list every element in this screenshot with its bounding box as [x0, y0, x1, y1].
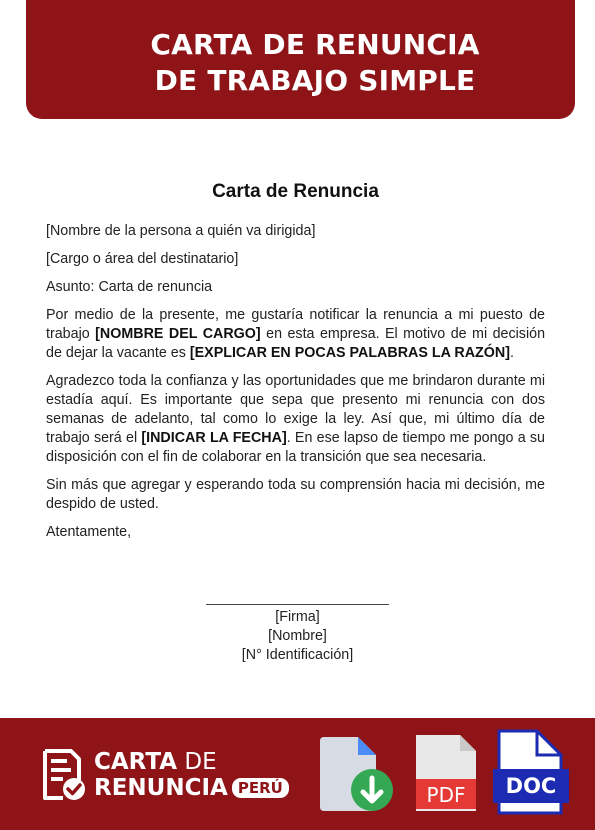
letter-title: Carta de Renuncia	[212, 181, 379, 202]
site-logo[interactable]	[41, 748, 291, 804]
logo-word-renuncia: RENUNCIA	[94, 775, 228, 801]
logo-wordmark	[94, 749, 289, 801]
recipient-name: [Nombre de la persona a quién va dirigida]	[46, 223, 316, 239]
paragraph-3: Sin más que agregar y esperando toda su comprensión hacia mi decisión, me despido de usted.	[46, 477, 545, 512]
paragraph-1	[46, 306, 545, 363]
pdf-file-icon[interactable]	[414, 733, 478, 813]
paragraph-1-text-a: Por medio de la presente, me gustaría notificar la renuncia a mi puesto de trabajo	[46, 307, 545, 342]
footer-banner	[0, 718, 595, 830]
paragraph-2-text-b: . En ese lapso de tiempo me pongo a su disposición con el fin de colaborar en la transición que sea necesaria.	[46, 430, 546, 465]
doc-label: DOC	[505, 774, 557, 798]
page-title	[120, 27, 510, 99]
signature-block	[0, 593, 595, 665]
page-title-line-2: DE TRABAJO SIMPLE	[154, 64, 476, 97]
letter-document	[46, 180, 545, 551]
signature-line	[206, 604, 389, 605]
paragraph-2	[46, 372, 545, 467]
document-check-icon	[41, 748, 87, 802]
logo-word-de: DE	[184, 749, 217, 775]
closing: Atentamente,	[46, 524, 132, 540]
page-title-line-1: CARTA DE RENUNCIA	[150, 28, 480, 61]
recipient-position: [Cargo o área del destinatario]	[46, 251, 239, 267]
placeholder-reason: [EXPLICAR EN POCAS PALABRAS LA RAZÓN]	[189, 345, 510, 361]
paragraph-1-text-b: en esta empresa. El motivo de mi decisión de dejar la vacante es	[46, 326, 546, 361]
paragraph-2-text-a: Agradezco toda la confianza y las oportunidades que me brindaron durante mi estadía aquí. Es importante que sepa que presento mi renuncia con dos semanas de adelanto, tal como lo exige la ley. Así que, mi último día de trabajo será el	[46, 373, 545, 446]
letter-subject: Asunto: Carta de renuncia	[46, 279, 213, 295]
placeholder-date: [INDICAR LA FECHA]	[141, 430, 287, 446]
doc-file-icon[interactable]	[491, 729, 571, 815]
peru-badge: PERÚ	[232, 778, 289, 798]
pdf-label: PDF	[426, 783, 466, 807]
name-placeholder: [Nombre]	[268, 628, 327, 644]
signature-placeholder: [Firma]	[275, 609, 320, 625]
id-placeholder: [N° Identificación]	[241, 647, 354, 663]
logo-word-carta: CARTA	[94, 749, 178, 775]
placeholder-job-title: [NOMBRE DEL CARGO]	[95, 326, 261, 342]
paragraph-1-text-c: .	[509, 345, 514, 361]
google-docs-download-icon[interactable]	[318, 735, 394, 815]
